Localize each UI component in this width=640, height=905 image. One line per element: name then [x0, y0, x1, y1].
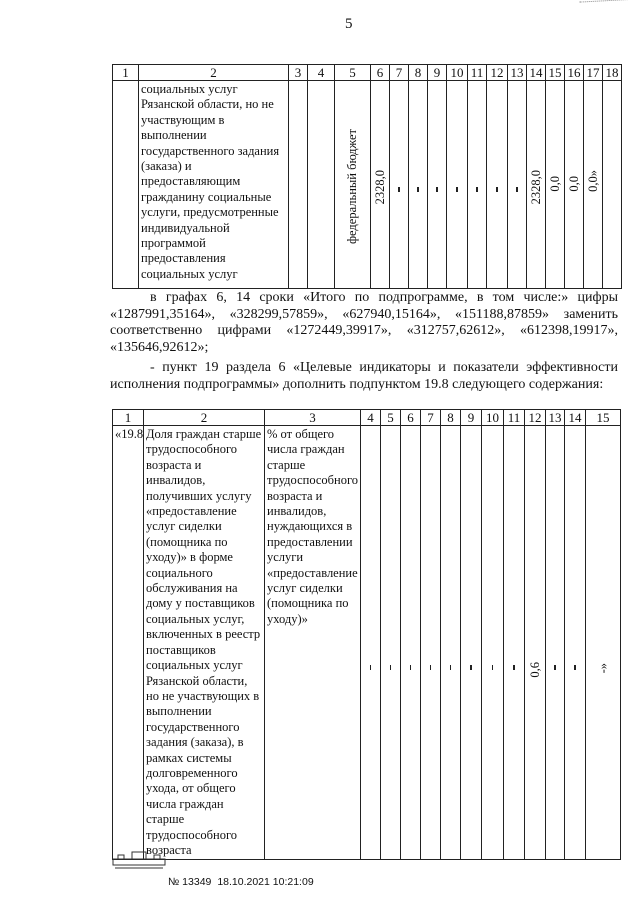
indicator-name: Доля граждан старше трудоспособного возраста и инвалидов, получивших услугу «предоставление услуг сиделки (помощника по уходу)» в форме социального обслуживания на дому у поставщиков социальных услуг, включенных в реестр поставщиков социальных услуг Рязанской области, но не участвующих в выполнении государственного задания (заказа), в рамках системы долговременного ухода, от общего числа граждан старше трудоспособного возраста: [146, 427, 262, 857]
table1-col14-value: 2328,0: [528, 169, 543, 204]
indicators-table: [112, 409, 621, 860]
registration-footer: [168, 876, 314, 888]
table1-description: социальных услуг Рязанской области, но не участвующим в выполнении государственного задания (заказа) и предоставляющим гражданину социальные услуги, предусмотренные индивидуальной программой предоставления социальных услуг: [141, 82, 280, 281]
indicator-value-col15: -»: [595, 662, 610, 674]
table1-col16-value: 0,0: [566, 176, 581, 192]
paragraph-replace-figures: в графах 6, 14 сроки «Итого по подпрограмме, в том числе:» цифры «1287991,35164», «328299,57859», «627940,15164», «151188,87859» заменить соответственно цифрами «1272449,39917», «312757,62612», «612398,19917», «135646,92612»;: [110, 290, 618, 355]
funding-table: [112, 64, 622, 289]
registration-number: № 13349: [168, 876, 212, 888]
table1-col6-value: 2328,0: [372, 169, 387, 204]
registration-datetime: 18.10.2021 10:21:09: [217, 876, 314, 888]
scan-corner-mark: [580, 0, 640, 15]
subitem-number: «19.8: [115, 427, 144, 441]
table2-header-row: 1 2 3 4 5 6 7 8 9 10 11 12 13 14 15: [113, 410, 621, 426]
table1-col15-value: 0,0: [547, 176, 562, 192]
paragraph-add-subitem: - пункт 19 раздела 6 «Целевые индикаторы и показатели эффективности исполнения подпрограммы» дополнить подпунктом 19.8 следующего содержания:: [110, 360, 618, 392]
table2-row: [113, 426, 621, 860]
indicator-value-col12: 0,6: [527, 661, 542, 678]
indicator-unit: % от общего числа граждан старше трудоспособного возраста и инвалидов, нуждающихся в предоставлении услуги «предоставление услуг сиделки (помощника по уходу)»: [267, 427, 359, 626]
budget-source: федеральный бюджет: [345, 128, 359, 244]
table1-col17-value: 0,0»: [585, 170, 600, 192]
table1-header-row: 1 2 3 4 5 6 7 8 9 10 11 12 13 14 15 16 17 18: [113, 65, 622, 81]
registration-stamp-icon: [112, 849, 166, 871]
page-number: 5: [345, 16, 353, 32]
table1-row: [113, 81, 622, 289]
